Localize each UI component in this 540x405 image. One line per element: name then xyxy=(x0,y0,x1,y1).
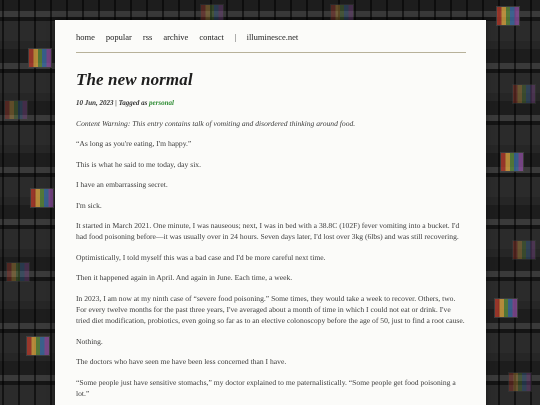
post-paragraph: Optimistically, I told myself this was a bad case and I'd be more careful next time. xyxy=(76,252,326,262)
post-paragraph: “As long as you're eating, I'm happy.” xyxy=(76,139,192,149)
background-tape xyxy=(500,152,524,172)
nav-link-rss[interactable]: rss xyxy=(142,32,153,42)
background-tape xyxy=(30,188,54,208)
background-tape xyxy=(4,100,28,120)
content-warning: Content Warning: This entry contains talk of vomiting and disordered thinking around food. xyxy=(76,119,356,128)
background-tape xyxy=(494,298,518,318)
background-tape xyxy=(6,262,30,282)
background-tape xyxy=(512,240,536,260)
post-paragraph: In 2023, I am now at my ninth case of “severe food poisoning.” Some times, they would take a week to recover. Others, two. For every twelve months for the past three years, I've averaged about a month of time in which I could not eat or drink. I've tried diet modification, probiotics, even going so far as to an elective colonoscopy before the age of 50, just to find a root cause. xyxy=(76,293,465,326)
post-meta xyxy=(76,99,466,107)
post-paragraph: This is what he said to me today, day six. xyxy=(76,159,201,169)
background-tape xyxy=(26,336,50,356)
post-paragraph: Then it happened again in April. And again in June. Each time, a week. xyxy=(76,273,293,283)
nav-link-popular[interactable]: popular xyxy=(105,32,132,42)
background-tape xyxy=(496,6,520,26)
page-card xyxy=(55,20,486,405)
post-paragraph: It started in March 2021. One minute, I was nauseous; next, I was in bed with a 38.8C (102F) fever vomiting into a bucket. I'd had food poisoning before—it was usually over in 24 hours. Seven days later, I'd lost over 3kg (6lbs) and was still recovering. xyxy=(76,221,460,242)
post-paragraph: I'm sick. xyxy=(76,200,102,210)
post-paragraph: “Some people just have sensitive stomachs,” my doctor explained to me paternalistically. “Some people get food poisoning a lot.” xyxy=(76,377,456,399)
post-paragraph: Nothing. xyxy=(76,336,103,346)
nav-link-contact[interactable]: contact xyxy=(199,32,224,42)
nav-separator: | xyxy=(234,32,237,42)
post-title: The new normal xyxy=(76,70,193,89)
nav-link-archive[interactable]: archive xyxy=(163,32,189,42)
nav-link-site-name[interactable]: illuminesce.net xyxy=(246,32,299,42)
top-navigation xyxy=(76,22,466,53)
background-tape xyxy=(512,84,536,104)
post-paragraph: I have an embarrassing secret. xyxy=(76,180,168,190)
post-date-and-tag-prefix: 10 Jun, 2023 | Tagged as xyxy=(76,99,150,107)
post-body xyxy=(76,118,466,400)
content-column xyxy=(76,20,466,405)
background-tape xyxy=(28,48,52,68)
nav-link-home[interactable]: home xyxy=(76,32,95,42)
background-tape xyxy=(508,372,532,392)
tag-link-personal[interactable]: personal xyxy=(149,99,174,107)
post-paragraph: The doctors who have seen me have been less concerned than I have. xyxy=(76,357,287,367)
